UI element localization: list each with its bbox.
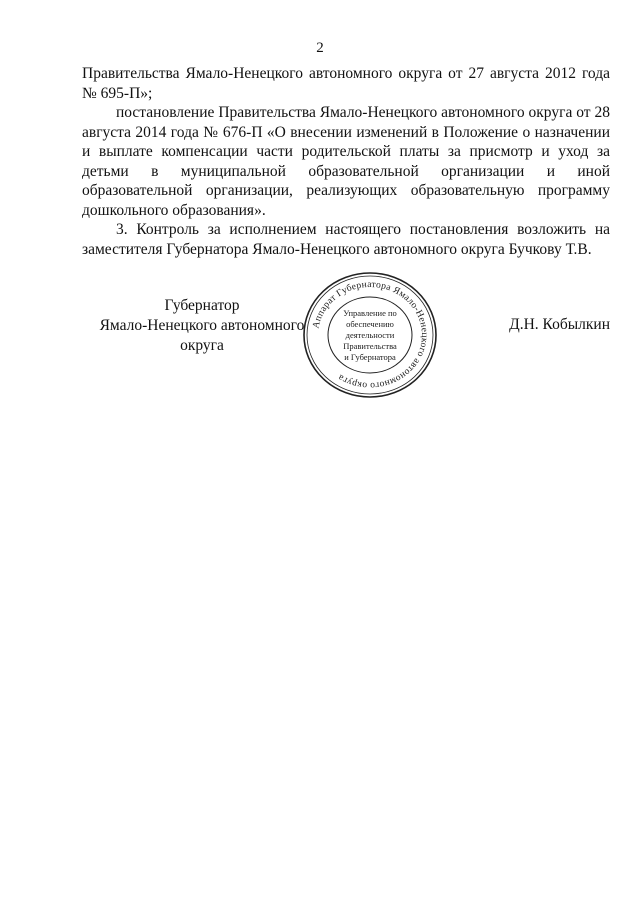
signatory-name: Д.Н. Кобылкин [509, 316, 610, 333]
paragraph-3: 3. Контроль за исполнением настоящего постановления возложить на заместителя Губернатора Ямало-Ненецкого автономного округа Бучкову Т.В. [82, 221, 610, 258]
document-body [82, 64, 610, 259]
position-line-2: Ямало-Ненецкого автономного округа [99, 317, 305, 354]
seal-line-5: и Губернатора [344, 352, 396, 362]
seal-line-1: Управление по [343, 308, 397, 318]
official-seal [300, 270, 440, 400]
seal-line-4: Правительства [343, 341, 397, 351]
position-line-1: Губернатор [164, 297, 240, 314]
seal-ring-text: Аппарат Губернатора Ямало-Ненецкого автономного округа [311, 279, 430, 391]
paragraph-1: Правительства Ямало-Ненецкого автономного округа от 27 августа 2012 года № 695-П»; [82, 65, 610, 102]
page-number: 2 [316, 40, 324, 56]
seal-graphic [300, 270, 440, 400]
signatory-position [82, 296, 322, 356]
seal-line-3: деятельности [345, 330, 395, 340]
seal-line-2: обеспечению [346, 319, 394, 329]
paragraph-2: постановление Правительства Ямало-Ненецкого автономного округа от 28 августа 2014 года № 676-П «О внесении изменений в Положение о назначении и выплате компенсации части родительской платы за присмотр и уход за детьми в муниципальной образовательной организации и иной образовательной организации, реализующих образовательную программу дошкольного образования». [82, 104, 610, 219]
